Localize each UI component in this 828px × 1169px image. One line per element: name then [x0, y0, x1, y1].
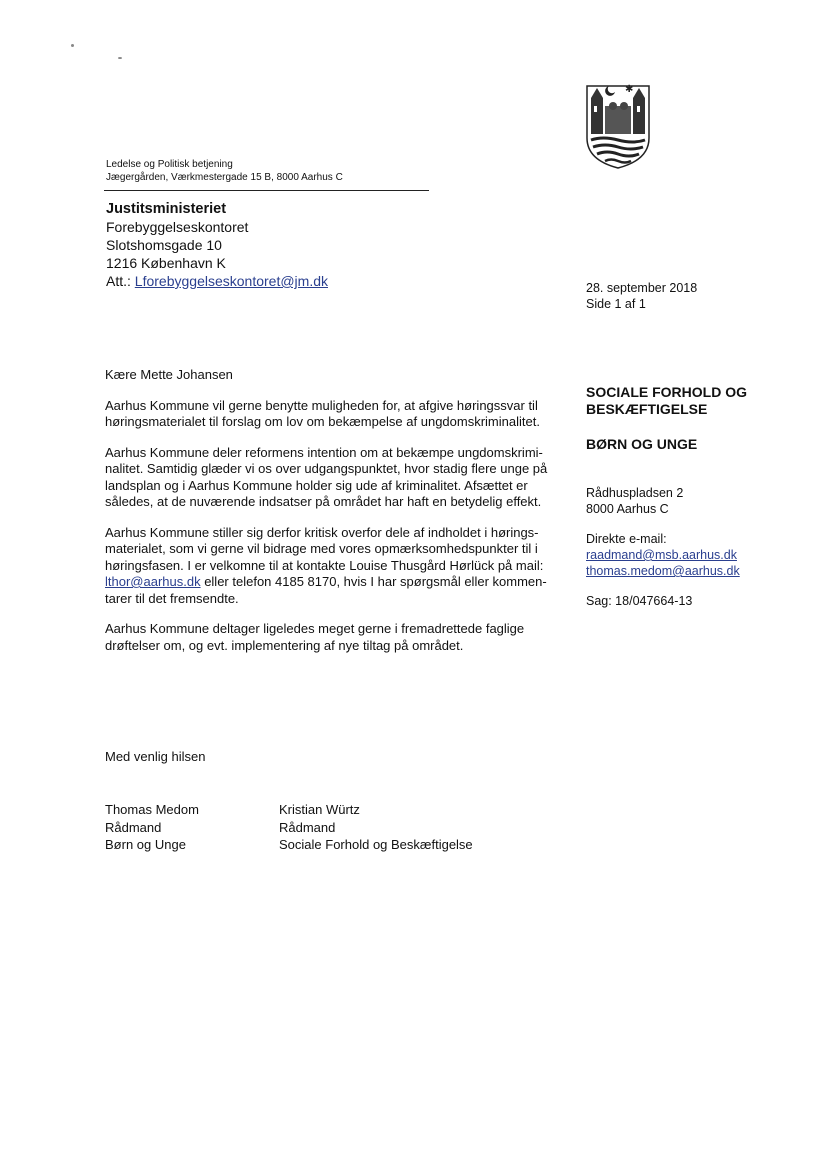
- signatory-name: Thomas Medom: [105, 802, 199, 817]
- divider: [104, 190, 429, 191]
- email-link-raadmand[interactable]: raadmand@msb.aarhus.dk: [586, 548, 737, 562]
- paragraph-3-text-a: Aarhus Kommune stiller sig derfor kritisk overfor dele af indholdet i hørings-materialet, som vi gerne vil bidrage med vores opmærksomhedspunkter til i høringsfasen. I er velkomne til at kontakte Louise Thusgård Hørlück på mail:: [105, 524, 544, 573]
- paragraph-3-text-b: eller telefon 4185 8170, hvis I har spørgsmål eller kommen-tarer til det fremsendte.: [105, 574, 547, 606]
- signature-2: [279, 801, 473, 854]
- att-email-link[interactable]: Lforebyggelseskontoret@jm.dk: [134, 273, 328, 289]
- recipient-address: [106, 200, 328, 290]
- recipient-att: [106, 272, 328, 290]
- svg-text:✱: ✱: [625, 84, 634, 95]
- closing: Med venlig hilsen: [105, 749, 206, 764]
- paragraph-1: Aarhus Kommune vil gerne benytte muligheden for, at afgive høringssvar til høringsmaterialet til forslag om lov om bekæmpelse af ungdomskriminalitet.: [105, 397, 540, 429]
- att-label: Att.:: [106, 273, 131, 289]
- letter-body: [105, 367, 560, 668]
- signature-1: [105, 801, 199, 854]
- recipient-city: 1216 København K: [106, 255, 226, 271]
- aarhus-coat-of-arms-logo: [583, 76, 653, 170]
- page-number: Side 1 af 1: [586, 297, 646, 311]
- paragraph-2: Aarhus Kommune deler reformens intention om at bekæmpe ungdomskrimi-nalitet. Samtidig glæder vi os over udgangspunktet, hvor stadig flere unge på landsplan og i Aarhus Kommune holder sig ude af kriminalitet. Afsættet er således, at de nuværende indsatser på området har haft en betydelig effekt.: [105, 444, 548, 509]
- paragraph-4: Aarhus Kommune deltager ligeledes meget gerne i fremadrettede faglige drøftelser om, og evt. implementering af nye tiltag på området.: [105, 621, 525, 653]
- recipient-street: Slotshomsgade 10: [106, 237, 222, 253]
- scan-speck: [118, 57, 122, 59]
- department-heading: [586, 384, 806, 453]
- email-link-medom[interactable]: thomas.medom@aarhus.dk: [586, 564, 740, 578]
- signatory-area: Sociale Forhold og Beskæftigelse: [279, 837, 473, 852]
- department-line-3: BØRN OG UNGE: [586, 436, 698, 452]
- sender-unit: Ledelse og Politisk betjening: [106, 159, 233, 170]
- department-line-2: BESKÆFTIGELSE: [586, 401, 708, 417]
- signatory-title: Rådmand: [105, 819, 162, 835]
- case-number: Sag: 18/047664-13: [586, 594, 693, 608]
- salutation: Kære Mette Johansen: [105, 367, 233, 382]
- contact-email-link[interactable]: lthor@aarhus.dk: [105, 574, 201, 589]
- signatory-title: Rådmand: [279, 819, 336, 835]
- contact-info: [586, 485, 806, 609]
- signatory-area: Børn og Unge: [105, 837, 186, 852]
- contact-address-2: 8000 Aarhus C: [586, 502, 669, 516]
- paragraph-3: [105, 525, 560, 608]
- contact-address-1: Rådhuspladsen 2: [586, 486, 684, 500]
- scan-speck: [71, 44, 74, 47]
- sender-street: Jægergården, Værkmestergade 15 B, 8000 Aarhus C: [106, 172, 343, 183]
- letter-date: 28. september 2018: [586, 281, 698, 295]
- sender-address: [106, 158, 343, 184]
- department-line-1: SOCIALE FORHOLD OG: [586, 384, 747, 400]
- recipient-name: Justitsministeriet: [106, 201, 227, 217]
- letter-meta: [586, 280, 697, 312]
- recipient-office: Forebyggelseskontoret: [106, 219, 249, 235]
- email-label: Direkte e-mail:: [586, 532, 667, 546]
- signatory-name: Kristian Würtz: [279, 802, 360, 817]
